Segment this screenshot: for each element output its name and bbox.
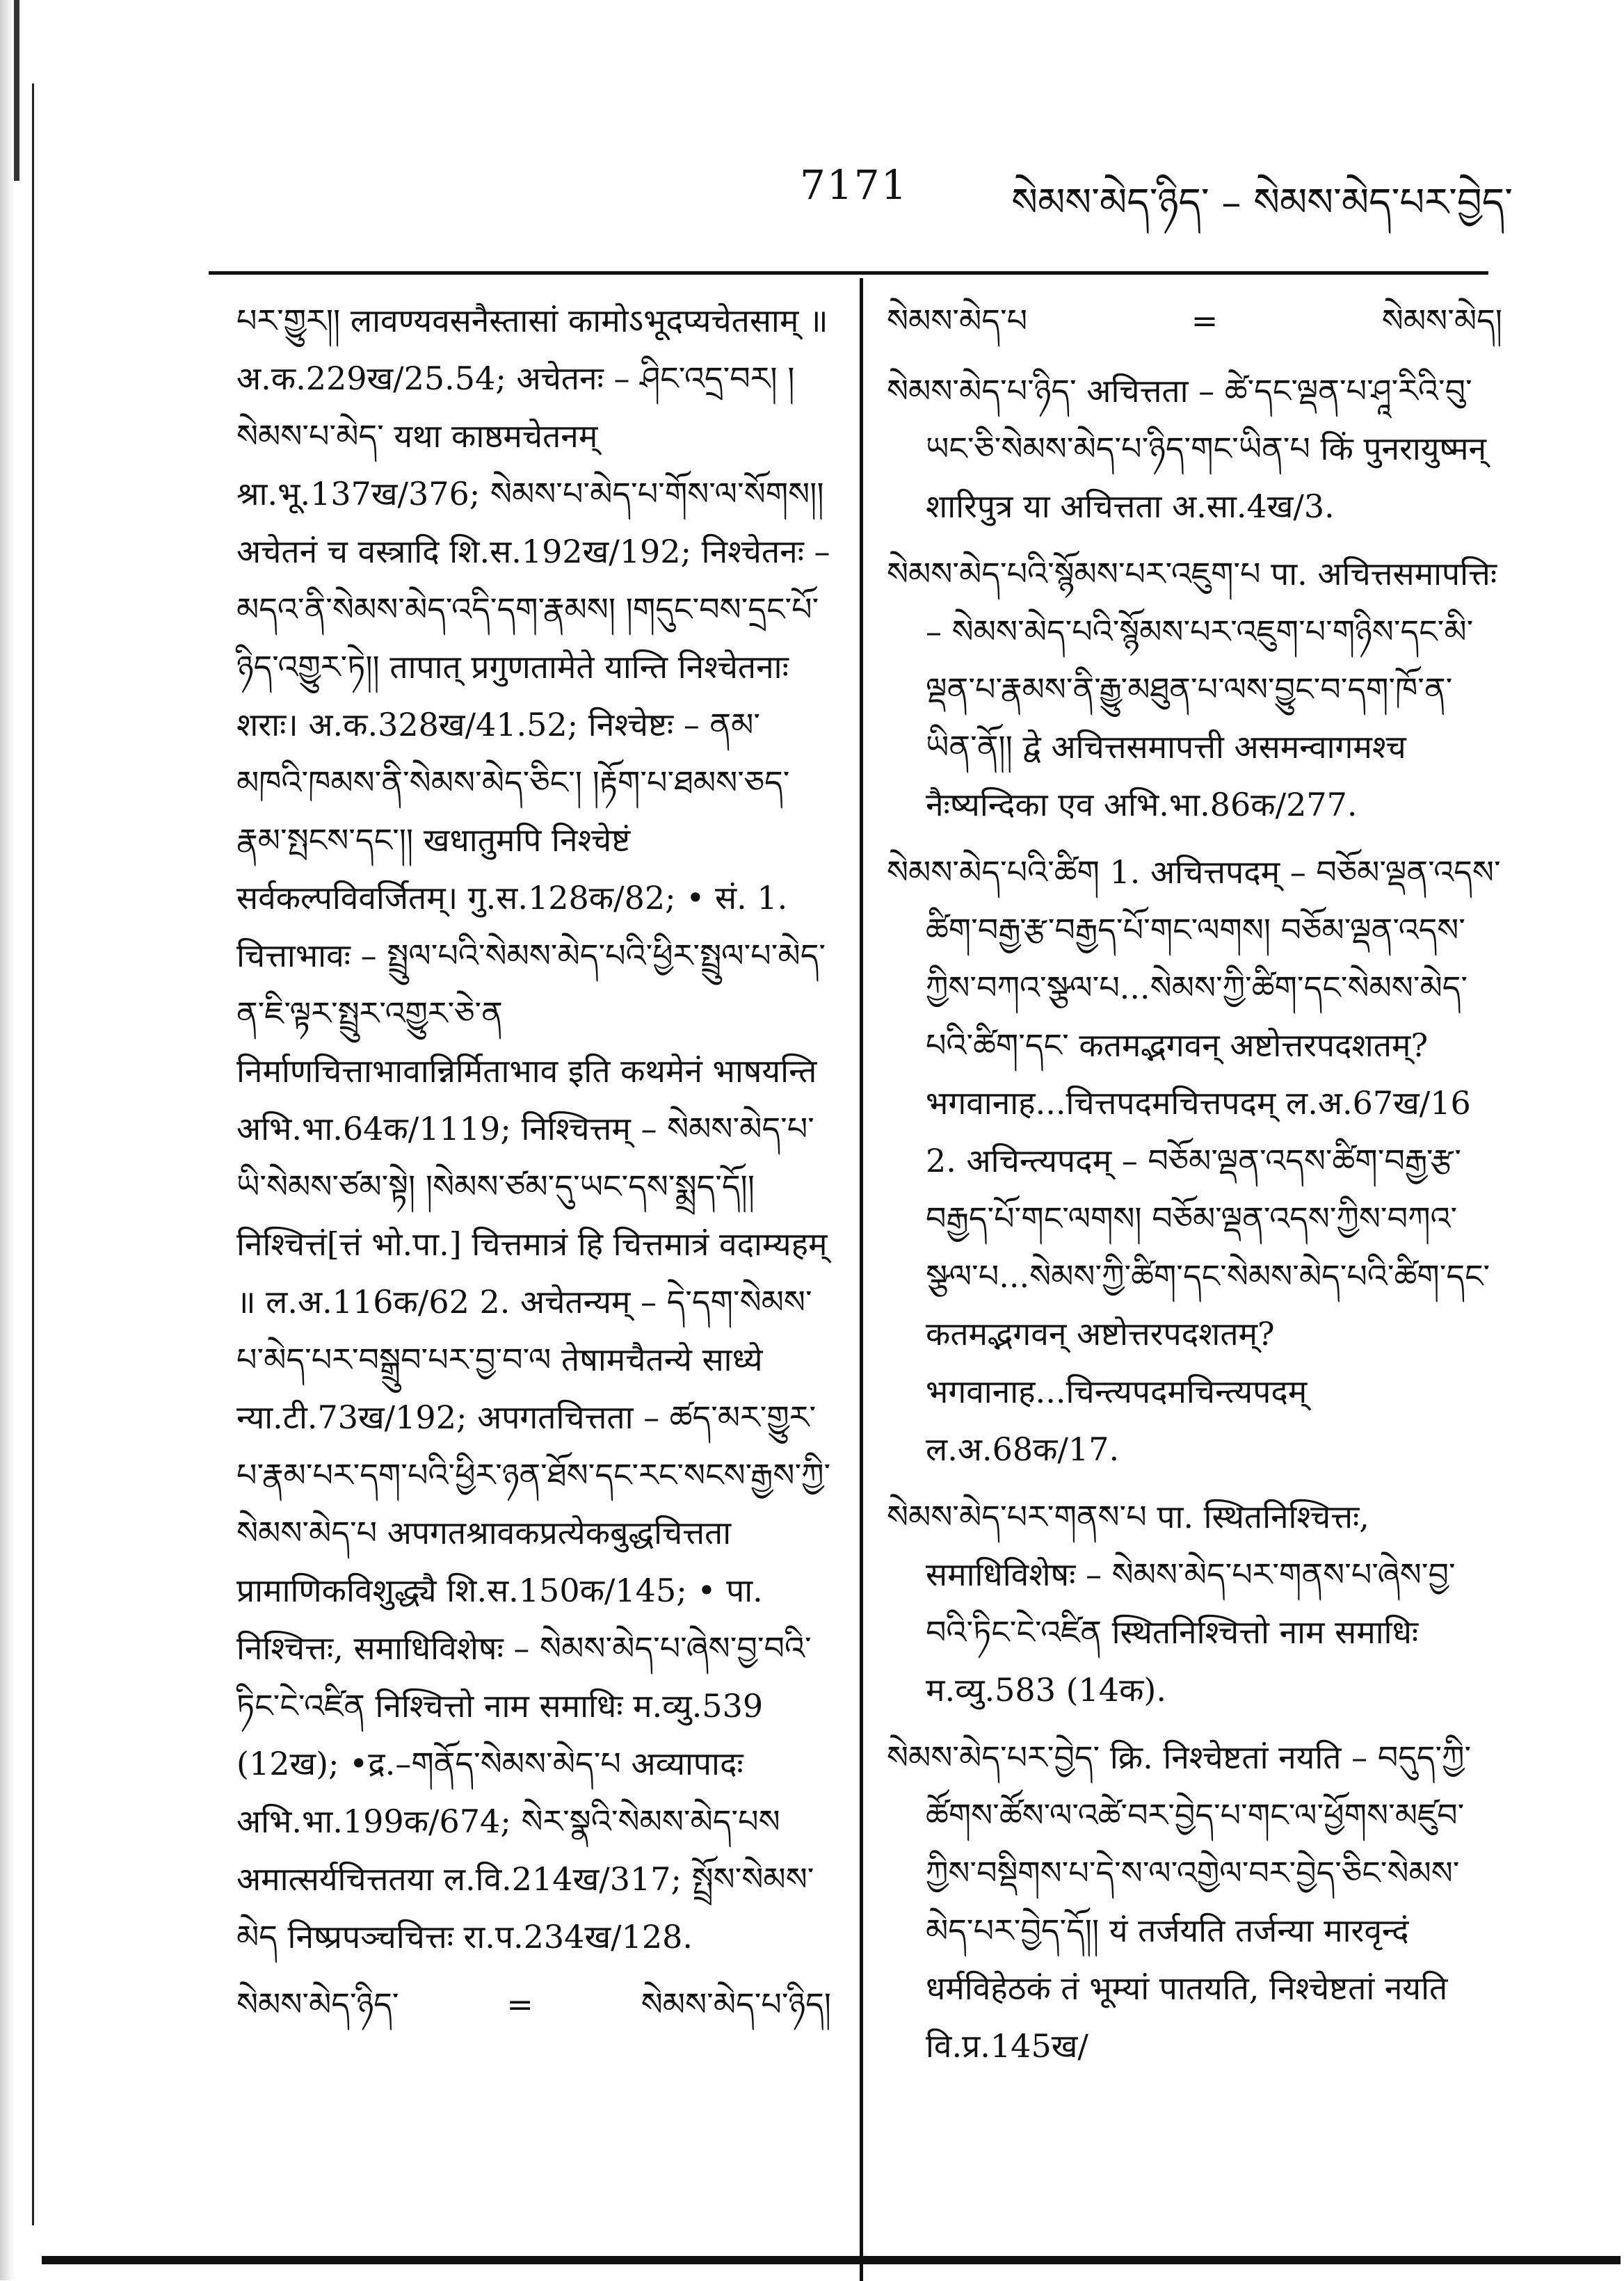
footer-rule xyxy=(42,2256,1621,2264)
running-head: སེམས་མེད་ཉིད་ – སེམས་མེད་པར་བྱེད་ xyxy=(1011,180,1513,225)
dictionary-entry: སེམས་མེད་པར་བྱེད་ क्रि. निश्चेष्टतां नयति – བདུད་ཀྱི་ཚོགས་ཚོས་ལ་འཚེ་བར་བྱེད་པ་གང་ལ་ཕྱོགས་མཛུབ་ཀྱིས་བསྡིགས་པ་དེ་ས་ལ་འགྱེལ་བར་བྱེད་ཅིང་སེམས་མེད་པར་བྱེད་དོ།། यं तर्जयति तर्जन्या मारवृन्दं धर्मविहेठकं तं भूम्यां पातयति, निश्चेष्टतां नयति वि.प्र.145ख/ xyxy=(887,1739,1472,2065)
left-column xyxy=(236,292,831,2046)
xref-entry xyxy=(236,1976,831,2033)
dictionary-entry: སེམས་མེད་པ་ཉིད་ अचित्तता – ཚེ་དང་ལྡན་པ་ཤཱ་རིའི་བུ་ཡང་ཅི་སེམས་མེད་པ་ཉིད་གང་ཡིན་པ किं पुनरायुष्मन् शारिपुत्र या अचित्तता अ.सा.4ख/3. xyxy=(887,372,1487,525)
scan-edge xyxy=(0,0,15,2280)
column-divider xyxy=(860,278,863,2281)
dictionary-entry: སེམས་མེད་པའི་སྙོམས་པར་འཇུག་པ पा. अचित्तसमापत्तिः – སེམས་མེད་པའི་སྙོམས་པར་འཇུག་པ་གཉིས་དང་མི་ལྡན་པ་རྣམས་ནི་རྒྱུ་མཐུན་པ་ལས་བྱུང་བ་དག་ཁོ་ན་ཡིན་ནོ།། द्वे अचित्तसमापत्ती असमन्वागमश्च नैःष्यन्दिका एव अभि.भा.86क/277. xyxy=(887,555,1497,823)
xref-target: སེམས་མེད་པ་ཉིད། xyxy=(641,1985,831,2023)
scan-edge-line xyxy=(32,83,34,2225)
dictionary-entry: སེམས་མེད་པའི་ཚིག 1. अचित्तपदम् – བཅོམ་ལྡན་འདས་ཚིག་བརྒྱ་རྩ་བརྒྱད་པོ་གང་ལགས། བཅོམ་ལྡན་འདས་ཀྱིས་བཀའ་སྩལ་པ...སེམས་ཀྱི་ཚིག་དང་སེམས་མེད་པའི་ཚིག་དང་ कतमद्भगवन् अष्टोत्तरपदशतम्? भगवानाह...चित्तपदमचित्तपदम् ल.अ.67ख/16 2. अचिन्त्यपदम् – བཅོམ་ལྡན་འདས་ཚིག་བརྒྱ་རྩ་བརྒྱད་པོ་གང་ལགས། བཅོམ་ལྡན་འདས་ཀྱིས་བཀའ་སྩལ་པ...སེམས་ཀྱི་ཚིག་དང་སེམས་མེད་པའི་ཚིག་དང་ कतमद्भगवन् अष्टोत्तरपदशतम्? भगवानाह...चिन्त्यपदमचिन्त्यपदम् ल.अ.68क/17. xyxy=(887,853,1501,1468)
xref-equals: = xyxy=(1191,302,1219,339)
scan-edge-mark xyxy=(14,0,19,181)
header-rule xyxy=(209,271,1488,275)
xref-target: སེམས་མེད། xyxy=(1381,302,1502,339)
xref-entry xyxy=(887,292,1502,350)
entry-continuation: པར་གྱུར།། लावण्यवसनैस्तासां कामोऽभूदप्यचेतसाम् ॥ अ.क.229ख/25.54; अचेतनः – ཤིང་འདྲ་བར། །སེམས་པ་མེད་ यथा काष्ठमचेतनम् श्रा.भू.137ख/376; སེམས་པ་མེད་པ་གོས་ལ་སོགས།། अचेतनं च वस्त्रादि शि.स.192ख/192; निश्चेतनः – མདའ་ནི་སེམས་མེད་འདི་དག་རྣམས། །གདུང་བས་དྲང་པོ་ཉིད་འགྱུར་ཏེ།། तापात् प्रगुणतामेते यान्ति निश्चेतनाः शराः। अ.क.328ख/41.52; निश्चेष्टः – ནམ་མཁའི་ཁམས་ནི་སེམས་མེད་ཅིང་། །རྟོག་པ་ཐམས་ཅད་རྣམ་སྤངས་དང་།། खधातुमपि निश्चेष्टं सर्वकल्पविवर्जितम्। गु.स.128क/82; • सं. 1. चित्ताभावः – སྤྲུལ་པའི་སེམས་མེད་པའི་ཕྱིར་སྤྲུལ་པ་མེད་ན་ཇི་ལྟར་སྤྲུར་འགྱུར་ཅེ་ན निर्माणचित्ताभावान्निर्मिताभाव इति कथमेनं भाषयन्ति अभि.भा.64क/1119; निश्चित्तम् – སེམས་མེད་པ་ཡི་སེམས་ཙམ་སྟེ། །སེམས་ཙམ་དུ་ཡང་དས་སྨྲད་དོ།། निश्चित्तं[त्तं भो.पा.] चित्तमात्रं हि चित्तमात्रं वदाम्यहम् ॥ ल.अ.116क/62 2. अचेतन्यम् – དེ་དག་སེམས་པ་མེད་པར་བསྒྲུབ་པར་བྱ་བ་ལ तेषामचैतन्ये साध्ये न्या.टी.73ख/192; अपगतचित्तता – ཚད་མར་གྱུར་པ་རྣམ་པར་དག་པའི་ཕྱིར་ཉན་ཐོས་དང་རང་སངས་རྒྱས་ཀྱི་སེམས་མེད་པ अपगतश्रावकप्रत्येकबुद्धचित्तता प्रामाणिकविशुद्ध्यै शि.स.150क/145; • पा. निश्चित्तः, समाधिविशेषः – སེམས་མེད་པ་ཞེས་བྱ་བའི་ཏིང་ངེ་འཛིན निश्चित्तो नाम समाधिः म.व्यु.539 (12ख); •द्र.–གནོད་སེམས་མེད་པ अव्यापादः अभि.भा.199क/674; སེར་སྣའི་སེམས་མེད་པས अमात्सर्यचित्ततया ल.वि.214ख/317; སྤྲོས་སེམས་མེད निष्प्रपञ्चचित्तः रा.प.234ख/128. xyxy=(236,302,831,1956)
xref-head: སེམས་མེད་པ xyxy=(887,302,1028,339)
right-column xyxy=(887,292,1502,2085)
dictionary-entry: སེམས་མེད་པར་གནས་པ पा. स्थितनिश्चित्तः, समाधिविशेषः – སེམས་མེད་པར་གནས་པ་ཞེས་བྱ་བའི་ཏིང་ངེ་འཛིན स्थितनिश्चित्तो नाम समाधिः म.व्यु.583 (14क). xyxy=(887,1498,1456,1709)
xref-equals: = xyxy=(506,1985,533,2023)
page-number: 7171 xyxy=(800,161,908,209)
xref-head: སེམས་མེད་ཉིད་ xyxy=(236,1985,399,2023)
